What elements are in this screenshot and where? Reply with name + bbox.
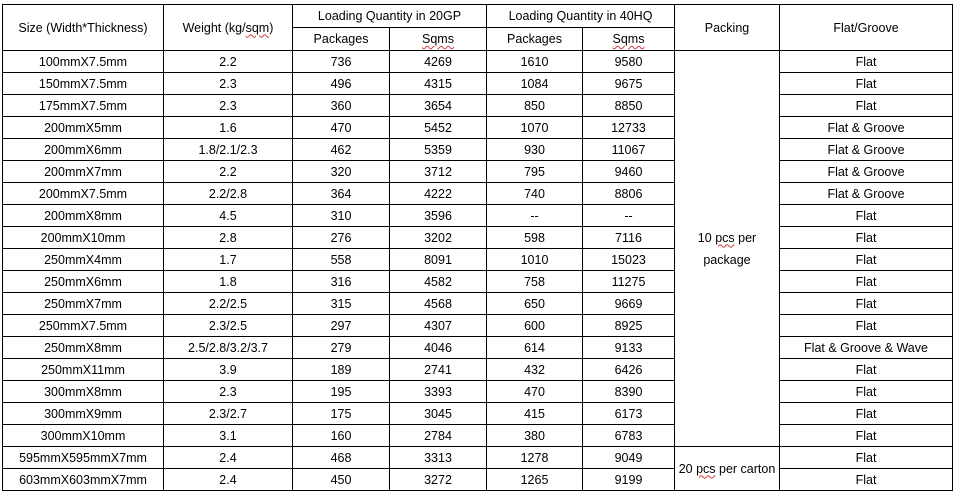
cell-flat-groove: Flat: [780, 205, 953, 227]
cell-packages-40hq: 1278: [487, 447, 583, 469]
header-size: Size (Width*Thickness): [3, 5, 164, 51]
header-packing: Packing: [675, 5, 780, 51]
cell-sqms-20gp: 2784: [390, 425, 487, 447]
cell-sqms-40hq: 9669: [583, 293, 675, 315]
cell-packages-40hq: 1010: [487, 249, 583, 271]
cell-weight: 2.3/2.7: [164, 403, 293, 425]
cell-size: 300mmX10mm: [3, 425, 164, 447]
cell-size: 250mmX6mm: [3, 271, 164, 293]
cell-packages-20gp: 195: [293, 381, 390, 403]
header-sqms-20gp: [390, 28, 487, 51]
cell-sqms-20gp: 3393: [390, 381, 487, 403]
cell-weight: 2.3/2.5: [164, 315, 293, 337]
cell-packages-20gp: 360: [293, 95, 390, 117]
cell-sqms-40hq: 7116: [583, 227, 675, 249]
cell-packages-40hq: 432: [487, 359, 583, 381]
table-row: [3, 271, 953, 293]
table-row: [3, 117, 953, 139]
cell-packages-40hq: 1070: [487, 117, 583, 139]
table-row: [3, 249, 953, 271]
header-sqms-20gp-text: Sqms: [422, 32, 454, 46]
cell-sqms-40hq: 9049: [583, 447, 675, 469]
cell-size: 250mmX7mm: [3, 293, 164, 315]
table-row: [3, 315, 953, 337]
cell-sqms-20gp: 5452: [390, 117, 487, 139]
cell-packages-40hq: 600: [487, 315, 583, 337]
cell-packages-40hq: 795: [487, 161, 583, 183]
header-weight-prefix: Weight (kg/: [182, 20, 246, 35]
cell-weight: 3.9: [164, 359, 293, 381]
cell-size: 250mmX7.5mm: [3, 315, 164, 337]
cell-packages-40hq: 758: [487, 271, 583, 293]
cell-weight: 2.5/2.8/3.2/3.7: [164, 337, 293, 359]
cell-sqms-20gp: 3272: [390, 469, 487, 491]
cell-flat-groove: Flat & Groove: [780, 161, 953, 183]
cell-sqms-20gp: 3202: [390, 227, 487, 249]
table-row: [3, 227, 953, 249]
cell-size: 200mmX7mm: [3, 161, 164, 183]
cell-sqms-20gp: 4315: [390, 73, 487, 95]
cell-size: 250mmX8mm: [3, 337, 164, 359]
header-packages-20gp: Packages: [293, 28, 390, 51]
cell-sqms-40hq: 9199: [583, 469, 675, 491]
cell-sqms-40hq: 8390: [583, 381, 675, 403]
cell-sqms-20gp: 5359: [390, 139, 487, 161]
cell-size: 200mmX6mm: [3, 139, 164, 161]
cell-sqms-20gp: 4582: [390, 271, 487, 293]
cell-sqms-40hq: 11067: [583, 139, 675, 161]
cell-weight: 4.5: [164, 205, 293, 227]
cell-sqms-40hq: 8850: [583, 95, 675, 117]
cell-packages-20gp: 470: [293, 117, 390, 139]
product-loading-table: [2, 4, 953, 491]
cell-flat-groove: Flat: [780, 95, 953, 117]
cell-sqms-40hq: 8925: [583, 315, 675, 337]
cell-packages-20gp: 160: [293, 425, 390, 447]
cell-flat-groove: Flat & Groove: [780, 139, 953, 161]
cell-sqms-20gp: 4269: [390, 51, 487, 73]
header-sqms-40hq: [583, 28, 675, 51]
table-row: [3, 381, 953, 403]
cell-flat-groove: Flat: [780, 381, 953, 403]
cell-packages-20gp: 310: [293, 205, 390, 227]
table-row: [3, 337, 953, 359]
cell-flat-groove: Flat: [780, 403, 953, 425]
cell-packages-20gp: 276: [293, 227, 390, 249]
table-body: [3, 51, 953, 491]
cell-size: 200mmX10mm: [3, 227, 164, 249]
cell-sqms-40hq: 11275: [583, 271, 675, 293]
cell-packages-20gp: 496: [293, 73, 390, 95]
table-row: [3, 139, 953, 161]
cell-sqms-40hq: 6173: [583, 403, 675, 425]
table-row: [3, 161, 953, 183]
cell-packages-40hq: 380: [487, 425, 583, 447]
cell-packages-40hq: 1084: [487, 73, 583, 95]
cell-flat-groove: Flat: [780, 315, 953, 337]
table-row: [3, 469, 953, 491]
cell-weight: 2.3: [164, 95, 293, 117]
table-row: [3, 73, 953, 95]
cell-sqms-40hq: 6426: [583, 359, 675, 381]
header-sqms-40hq-text: Sqms: [612, 32, 645, 46]
cell-flat-groove: Flat & Groove: [780, 183, 953, 205]
header-loading-20gp: Loading Quantity in 20GP: [293, 5, 487, 28]
cell-sqms-40hq: 15023: [583, 249, 675, 271]
cell-packages-20gp: 175: [293, 403, 390, 425]
table-row: [3, 293, 953, 315]
packing-unit: pcs: [696, 461, 716, 476]
table-row: [3, 205, 953, 227]
cell-flat-groove: Flat: [780, 51, 953, 73]
header-packages-40hq: Packages: [487, 28, 583, 51]
cell-flat-groove: Flat: [780, 425, 953, 447]
table-row: [3, 51, 953, 73]
cell-weight: 1.8: [164, 271, 293, 293]
cell-packages-40hq: 614: [487, 337, 583, 359]
cell-sqms-20gp: 4307: [390, 315, 487, 337]
cell-weight: 2.2: [164, 161, 293, 183]
cell-packages-40hq: 1610: [487, 51, 583, 73]
header-flat-groove: Flat/Groove: [780, 5, 953, 51]
cell-sqms-40hq: 8806: [583, 183, 675, 205]
cell-packages-20gp: 736: [293, 51, 390, 73]
header-weight-unit: sqm: [245, 20, 270, 35]
cell-packages-40hq: 930: [487, 139, 583, 161]
cell-size: 250mmX11mm: [3, 359, 164, 381]
cell-sqms-40hq: 9675: [583, 73, 675, 95]
cell-packing: [675, 447, 780, 491]
cell-weight: 2.2: [164, 51, 293, 73]
cell-sqms-20gp: 4222: [390, 183, 487, 205]
cell-sqms-40hq: 6783: [583, 425, 675, 447]
cell-packages-40hq: 740: [487, 183, 583, 205]
packing-count: 10: [697, 230, 716, 245]
cell-sqms-20gp: 3313: [390, 447, 487, 469]
cell-sqms-20gp: 3596: [390, 205, 487, 227]
cell-packages-20gp: 316: [293, 271, 390, 293]
table-header: [3, 5, 953, 51]
cell-packages-20gp: 468: [293, 447, 390, 469]
header-weight: [164, 5, 293, 51]
cell-weight: 1.8/2.1/2.3: [164, 139, 293, 161]
cell-size: 175mmX7.5mm: [3, 95, 164, 117]
header-loading-40hq: Loading Quantity in 40HQ: [487, 5, 675, 28]
cell-weight: 3.1: [164, 425, 293, 447]
packing-unit: pcs: [715, 230, 735, 245]
cell-weight: 2.2/2.8: [164, 183, 293, 205]
cell-packages-40hq: 470: [487, 381, 583, 403]
cell-packages-40hq: 415: [487, 403, 583, 425]
cell-flat-groove: Flat: [780, 359, 953, 381]
cell-packages-20gp: 558: [293, 249, 390, 271]
cell-sqms-40hq: 12733: [583, 117, 675, 139]
table-row: [3, 403, 953, 425]
cell-weight: 2.4: [164, 447, 293, 469]
cell-size: 200mmX7.5mm: [3, 183, 164, 205]
cell-packages-20gp: 315: [293, 293, 390, 315]
cell-size: 300mmX9mm: [3, 403, 164, 425]
table-row: [3, 447, 953, 469]
cell-packing: [675, 51, 780, 447]
cell-flat-groove: Flat: [780, 249, 953, 271]
cell-size: 250mmX4mm: [3, 249, 164, 271]
cell-packages-20gp: 320: [293, 161, 390, 183]
cell-size: 200mmX8mm: [3, 205, 164, 227]
packing-count: 20: [678, 461, 697, 476]
cell-weight: 2.4: [164, 469, 293, 491]
cell-weight: 2.3: [164, 73, 293, 95]
packing-suffix: per carton: [715, 461, 776, 476]
cell-sqms-20gp: 4046: [390, 337, 487, 359]
cell-packages-40hq: 850: [487, 95, 583, 117]
cell-flat-groove: Flat & Groove & Wave: [780, 337, 953, 359]
cell-sqms-40hq: 9460: [583, 161, 675, 183]
cell-size: 595mmX595mmX7mm: [3, 447, 164, 469]
cell-sqms-20gp: 8091: [390, 249, 487, 271]
cell-flat-groove: Flat: [780, 227, 953, 249]
cell-weight: 2.2/2.5: [164, 293, 293, 315]
cell-packages-20gp: 279: [293, 337, 390, 359]
cell-size: 300mmX8mm: [3, 381, 164, 403]
cell-packages-20gp: 297: [293, 315, 390, 337]
table-row: [3, 183, 953, 205]
cell-sqms-20gp: 3045: [390, 403, 487, 425]
cell-flat-groove: Flat: [780, 447, 953, 469]
cell-size: 150mmX7.5mm: [3, 73, 164, 95]
cell-size: 603mmX603mmX7mm: [3, 469, 164, 491]
cell-packages-20gp: 189: [293, 359, 390, 381]
cell-packages-20gp: 450: [293, 469, 390, 491]
table-row: [3, 425, 953, 447]
cell-sqms-20gp: 3654: [390, 95, 487, 117]
cell-packages-40hq: --: [487, 205, 583, 227]
header-weight-suffix: ): [269, 20, 274, 35]
cell-flat-groove: Flat & Groove: [780, 117, 953, 139]
cell-packages-40hq: 1265: [487, 469, 583, 491]
table-row: [3, 359, 953, 381]
table-row: [3, 95, 953, 117]
cell-flat-groove: Flat: [780, 293, 953, 315]
cell-packages-20gp: 364: [293, 183, 390, 205]
cell-sqms-40hq: 9133: [583, 337, 675, 359]
cell-weight: 1.6: [164, 117, 293, 139]
packing-suffix: per package: [703, 230, 757, 267]
cell-flat-groove: Flat: [780, 73, 953, 95]
cell-size: 100mmX7.5mm: [3, 51, 164, 73]
cell-weight: 1.7: [164, 249, 293, 271]
cell-flat-groove: Flat: [780, 469, 953, 491]
cell-weight: 2.8: [164, 227, 293, 249]
cell-sqms-20gp: 2741: [390, 359, 487, 381]
cell-packages-40hq: 598: [487, 227, 583, 249]
cell-sqms-40hq: --: [583, 205, 675, 227]
cell-flat-groove: Flat: [780, 271, 953, 293]
cell-sqms-40hq: 9580: [583, 51, 675, 73]
cell-sqms-20gp: 3712: [390, 161, 487, 183]
cell-size: 200mmX5mm: [3, 117, 164, 139]
cell-weight: 2.3: [164, 381, 293, 403]
cell-packages-40hq: 650: [487, 293, 583, 315]
cell-packages-20gp: 462: [293, 139, 390, 161]
cell-sqms-20gp: 4568: [390, 293, 487, 315]
